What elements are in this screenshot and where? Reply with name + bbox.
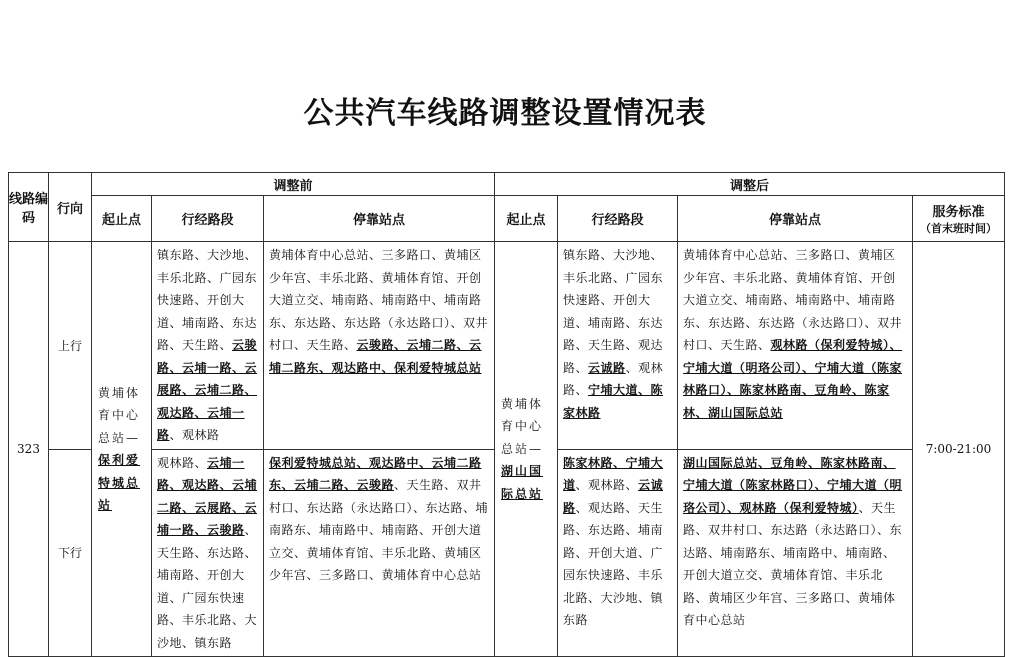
header-after-segments: 行经路段 <box>558 196 678 242</box>
header-service-sub: （首末班时间） <box>920 222 998 235</box>
after-up-stops <box>678 242 913 450</box>
text-segment: 云埔一路、观达路、云埔二路、云展路、云埔一路、云骏路 <box>157 455 258 537</box>
header-after-terminals: 起止点 <box>495 196 558 242</box>
text-segment: 、观林路、 <box>575 478 639 492</box>
text-segment: 镇东路、大沙地、丰乐北路、广园东快速路、开创大道、埔南路、东达路、天生路、 <box>157 248 258 352</box>
before-up-stops <box>264 242 495 450</box>
before-up-segments <box>152 242 264 450</box>
route-adjustment-table <box>8 172 1005 657</box>
text-segment: 黄埔体育中心总站、三多路口、黄埔区少年宫、丰乐北路、黄埔体育馆、开创大道立交、埔南路、埔南路中、埔南路东、东达路、东达路（永达路口）、双井村口、天生路、 <box>683 248 903 352</box>
text-segment: 黄埔体育中心总站— <box>501 396 544 456</box>
header-before-terminals: 起止点 <box>92 196 152 242</box>
text-segment: 、观达路、天生路、东达路、埔南路、开创大道、广园东快速路、丰乐北路、大沙地、镇东路 <box>563 500 664 627</box>
after-terminals-cell <box>495 242 558 657</box>
before-down-stops <box>264 449 495 657</box>
text-segment: 、观林路 <box>169 428 220 442</box>
text-segment: 云骏路、云埔二路、云埔二路东、观达路中、保利爱特城总站 <box>269 338 482 375</box>
header-service <box>913 196 1005 242</box>
header-before-stops: 停靠站点 <box>264 196 495 242</box>
text-segment: 云诚路 <box>563 478 664 515</box>
text-segment: 湖山国际总站 <box>501 464 544 501</box>
after-down-stops <box>678 449 913 657</box>
direction-down: 下行 <box>49 449 92 657</box>
header-before: 调整前 <box>92 173 495 196</box>
text-segment: 、观林路、 <box>563 360 664 397</box>
header-after-stops: 停靠站点 <box>678 196 913 242</box>
page-title: 公共汽车线路调整设置情况表 <box>303 96 707 131</box>
text-segment: 、天生路、双井村口、东达路（永达路口）、东达路、埔南路东、埔南路中、埔南路、开创大道立交、黄埔体育馆、丰乐北路、黄埔区少年宫、三多路口、黄埔体育中心总站 <box>269 478 489 582</box>
text-segment: 、天生路、双井村口、东达路（永达路口）、东达路、埔南路东、埔南路中、埔南路、开创大道立交、黄埔体育馆、丰乐北路、黄埔区少年宫、三多路口、黄埔体育中心总站 <box>683 500 903 627</box>
text-segment: 黄埔体育中心总站— <box>98 385 141 445</box>
header-service-label: 服务标准 <box>932 205 985 220</box>
text-segment: 黄埔体育中心总站、三多路口、黄埔区少年宫、丰乐北路、黄埔体育馆、开创大道立交、埔南路、埔南路中、埔南路东、东达路、东达路（永达路口）、双井村口、天生路、 <box>269 248 489 352</box>
text-segment: 镇东路、大沙地、丰乐北路、广园东快速路、开创大道、埔南路、东达路、天生路、观达路、 <box>563 248 664 375</box>
text-segment: 宁埔大道、陈家林路 <box>563 383 664 420</box>
direction-up: 上行 <box>49 242 92 450</box>
text-segment: 观林路（保利爱特城）、宁埔大道（明珞公司）、宁埔大道（陈家林路口）、陈家林路南、豆角岭、陈家林、湖山国际总站 <box>683 338 903 420</box>
text-segment: 观林路、 <box>157 455 208 470</box>
header-route-code: 线路编码 <box>9 173 49 242</box>
header-after: 调整后 <box>495 173 1005 196</box>
text-segment: 保利爱特城总站、观达路中、云埔二路东、云埔二路、云骏路 <box>269 455 482 492</box>
before-terminals-cell <box>92 242 152 657</box>
text-segment: 、天生路、东达路、埔南路、开创大道、广园东快速路、丰乐北路、大沙地、镇东路 <box>157 523 258 650</box>
text-segment: 云骏路、云埔一路、云展路、云埔二路、观达路、云埔一路 <box>157 338 258 442</box>
text-segment: 湖山国际总站、豆角岭、陈家林路南、宁埔大道（陈家林路口）、宁埔大道（明珞公司）、观林路（保利爱特城） <box>683 455 903 515</box>
after-down-segments <box>558 449 678 657</box>
service-time-cell: 7:00-21:00 <box>913 242 1005 657</box>
header-direction: 行向 <box>49 173 92 242</box>
text-segment: 云诚路 <box>588 360 626 375</box>
after-up-segments <box>558 242 678 450</box>
before-down-segments <box>152 449 264 657</box>
header-before-segments: 行经路段 <box>152 196 264 242</box>
route-code-cell: 323 <box>9 242 49 657</box>
text-segment: 陈家林路、宁埔大道 <box>563 455 664 492</box>
text-segment: 保利爱特城总站 <box>98 453 141 512</box>
